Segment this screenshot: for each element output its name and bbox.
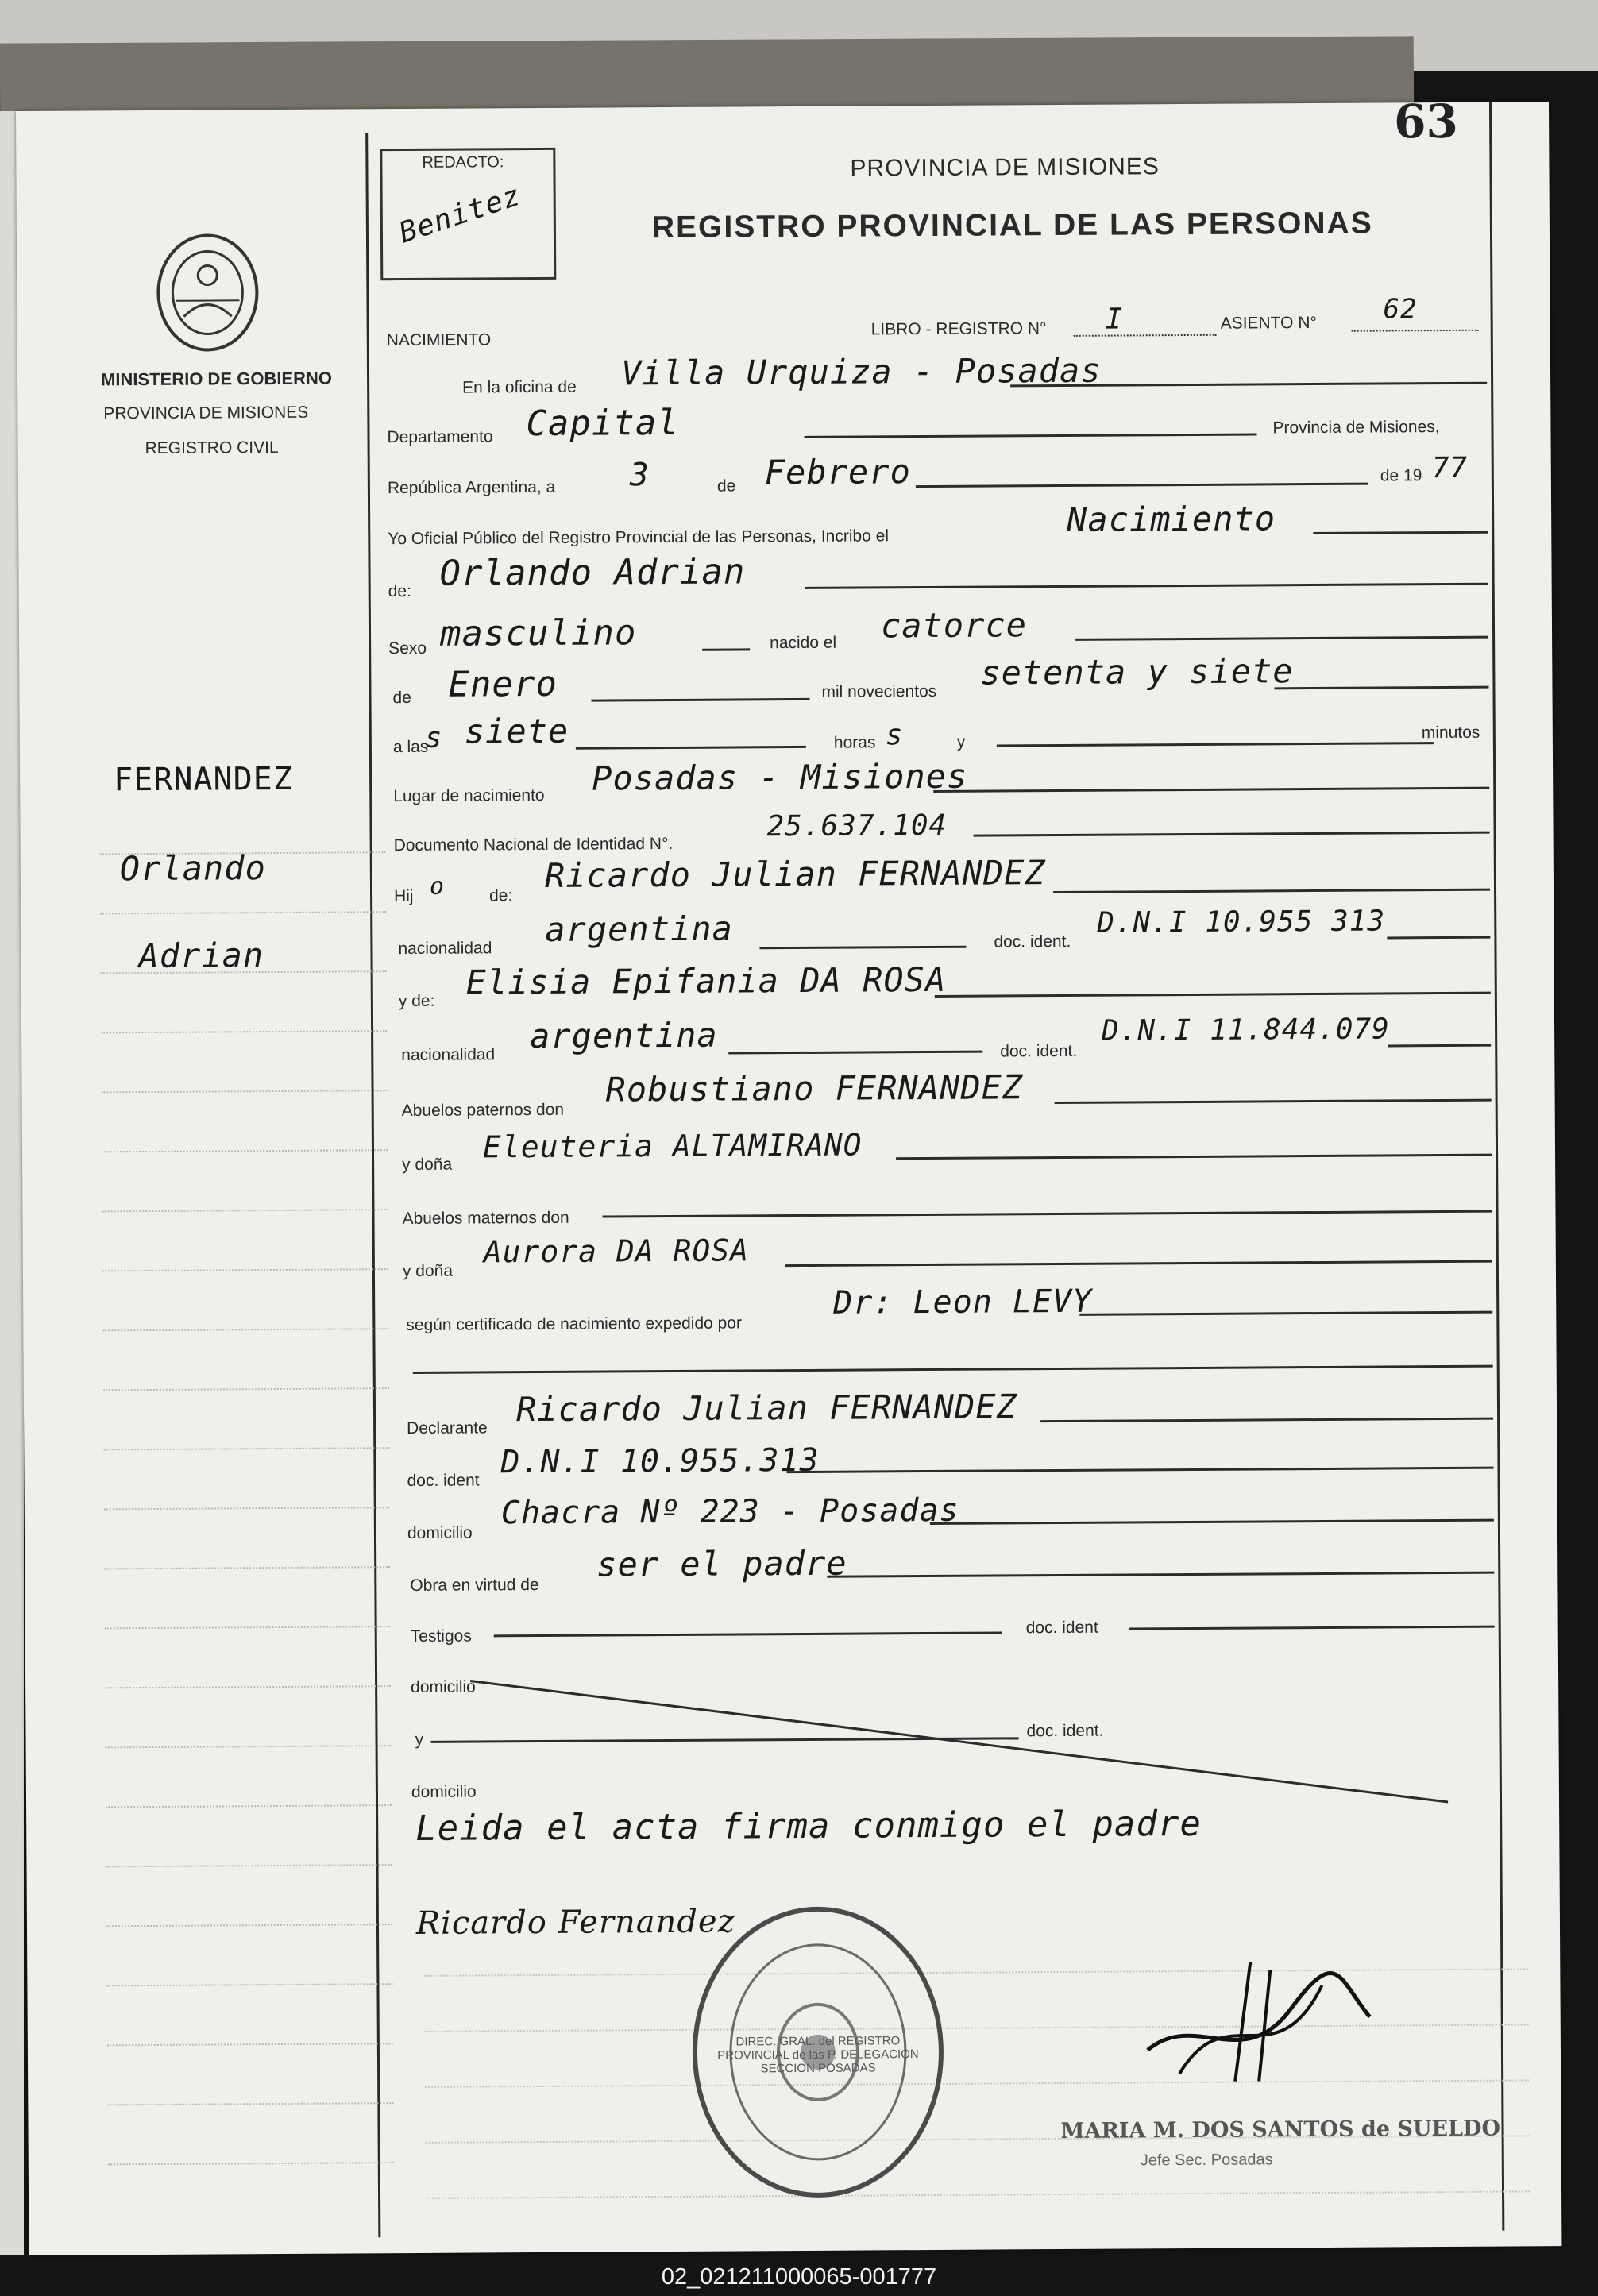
label-y-dona-materna: y doña: [402, 1261, 454, 1281]
label-nacimiento: NACIMIENTO: [386, 330, 492, 350]
left-column-divider: [365, 133, 380, 2237]
label-domicilio-declarante: domicilio: [407, 1523, 473, 1543]
value-abuelo-paterno: Robustiano FERNANDEZ: [605, 1067, 1024, 1109]
label-de-mes-nac: de: [392, 688, 411, 708]
label-lugar: Lugar de nacimiento: [393, 785, 545, 806]
label-departamento: Departamento: [387, 427, 493, 447]
value-declarante: Ricardo Julian FERNANDEZ: [515, 1387, 1018, 1430]
label-doc-ident-testigo: doc. ident: [1025, 1618, 1098, 1638]
redacto-label: REDACTO:: [422, 153, 504, 172]
label-doc-ident-testigo2: doc. ident.: [1026, 1721, 1104, 1741]
label-libro: LIBRO - REGISTRO N°: [870, 319, 1047, 339]
value-abuela-paterna: Eleuteria ALTAMIRANO: [482, 1127, 863, 1165]
redacto-box: [380, 148, 556, 280]
value-declarante-domicilio: Chacra Nº 223 - Posadas: [500, 1491, 959, 1532]
official-stamp: [686, 1900, 950, 2208]
value-hij-suffix: o: [429, 872, 446, 901]
label-asiento: ASIENTO N°: [1220, 314, 1317, 333]
header-province: PROVINCIA DE MISIONES: [850, 153, 1160, 182]
label-abuelos-paternos: Abuelos paternos don: [401, 1100, 565, 1121]
label-segun-certificado: según certificado de nacimiento expedido por: [406, 1314, 743, 1335]
label-a-las: a las: [392, 737, 429, 757]
label-de-padre: de:: [488, 886, 513, 905]
label-declarante: Declarante: [407, 1418, 488, 1438]
label-doc-ident-padre: doc. ident.: [994, 932, 1071, 951]
value-dia: 3: [629, 457, 650, 494]
label-nacionalidad-madre: nacionalidad: [401, 1045, 496, 1065]
label-mil-novecientos: mil novecientos: [821, 681, 937, 701]
label-y-dona-paterna: y doña: [402, 1155, 453, 1175]
strike-diagonal: [470, 1659, 1456, 1824]
value-sexo: masculino: [439, 612, 637, 654]
ministry-civil-registry: REGISTRO CIVIL: [145, 438, 279, 458]
value-libro: I: [1105, 303, 1124, 336]
register-page: [16, 94, 1561, 2255]
value-padre: Ricardo Julian FERNANDEZ: [544, 853, 1046, 895]
stamp-text: DIREC. GRAL. del REGISTRO PROVINCIAL de las P. DELEGACION SECCION POSADAS: [717, 2034, 919, 2076]
label-yo-oficial: Yo Oficial Público del Registro Provincial de las Personas, Incribo el: [388, 527, 890, 549]
label-hij: Hij: [393, 886, 414, 906]
value-padre-doc: D.N.I 10.955 313: [1097, 905, 1386, 940]
value-mes: Febrero: [764, 452, 911, 492]
ministry-title: MINISTERIO DE GOBIERNO: [100, 368, 333, 390]
province-seal: [152, 229, 264, 361]
label-testigos: Testigos: [410, 1626, 472, 1646]
footer-id: 02_021211000065-001777: [0, 2258, 1598, 2296]
value-madre-nacionalidad: argentina: [529, 1015, 718, 1056]
label-abuelos-maternos: Abuelos maternos don: [402, 1208, 569, 1229]
label-oficina: En la oficina de: [462, 377, 577, 397]
margin-second-name: Adrian: [138, 936, 264, 976]
official-signature: [1131, 1961, 1394, 2093]
value-las-s: s: [424, 721, 443, 754]
value-certificado: Dr: Leon LEVY: [833, 1283, 1093, 1322]
value-inscripcion: Nacimiento: [1067, 499, 1276, 539]
label-doc-ident-madre: doc. ident.: [1000, 1041, 1078, 1061]
value-dni: 25.637.104: [766, 808, 948, 843]
official-name: MARIA M. DOS SANTOS de SUELDO: [1060, 2116, 1501, 2144]
label-doc-ident-declarante: doc. ident: [407, 1471, 480, 1491]
value-declarante-doc: D.N.I 10.955.313: [500, 1441, 820, 1481]
value-obra: ser el padre: [596, 1543, 847, 1584]
value-abuela-materna: Aurora DA ROSA: [483, 1233, 750, 1270]
value-nacido-mes: Enero: [448, 663, 558, 705]
value-madre: Elisia Epifania DA ROSA: [465, 959, 947, 1002]
value-horas-s: s: [885, 719, 904, 752]
label-obra: Obra en virtud de: [410, 1576, 539, 1596]
value-nacido-dia: catorce: [880, 605, 1028, 646]
value-lugar: Posadas - Misiones: [591, 756, 968, 798]
label-nacionalidad-padre: nacionalidad: [398, 939, 492, 959]
value-nombre: Orlando Adrian: [439, 551, 746, 594]
value-padre-nacionalidad: argentina: [545, 909, 734, 949]
father-signature: Ricardo Fernandez: [415, 1903, 735, 1942]
value-departamento: Capital: [526, 402, 680, 445]
margin-surname: FERNANDEZ: [114, 760, 294, 799]
label-domicilio-testigo2: domicilio: [411, 1782, 477, 1801]
label-minutos: minutos: [1421, 723, 1480, 743]
value-asiento: 62: [1383, 293, 1418, 326]
label-provincia-misiones: Provincia de Misiones,: [1272, 418, 1440, 438]
value-oficina: Villa Urquiza - Posadas: [620, 350, 1102, 393]
value-observacion: Leida el acta firma conmigo el padre: [415, 1803, 1202, 1849]
label-y-testigo: y: [415, 1730, 424, 1749]
official-title: Jefe Sec. Posadas: [1140, 2151, 1273, 2170]
right-border: [1489, 102, 1504, 2231]
label-de: de: [716, 477, 736, 496]
label-de-19: de 19: [1380, 466, 1422, 485]
redacto-signature: Benitez: [395, 179, 525, 250]
ministry-province: PROVINCIA DE MISIONES: [103, 403, 309, 423]
label-de-nombre: de:: [388, 581, 411, 601]
value-madre-doc: D.N.I 11.844.079: [1101, 1013, 1390, 1048]
label-documento: Documento Nacional de Identidad N°.: [393, 834, 674, 855]
label-republica: República Argentina, a: [387, 477, 556, 498]
label-sexo: Sexo: [388, 639, 427, 658]
label-y-de-madre: y de:: [398, 991, 435, 1011]
page-number: 63: [1393, 94, 1459, 149]
label-horas: horas: [833, 733, 876, 752]
value-anio: 77: [1431, 451, 1469, 485]
value-nacido-anio: setenta y siete: [980, 651, 1294, 693]
label-domicilio-testigo: domicilio: [411, 1677, 476, 1696]
label-nacido-el: nacido el: [770, 633, 837, 653]
value-hora: siete: [464, 711, 569, 751]
header-registry: REGISTRO PROVINCIAL DE LAS PERSONAS: [651, 206, 1373, 245]
margin-first-name: Orlando: [119, 848, 266, 889]
label-y-minutos: y: [956, 732, 966, 751]
